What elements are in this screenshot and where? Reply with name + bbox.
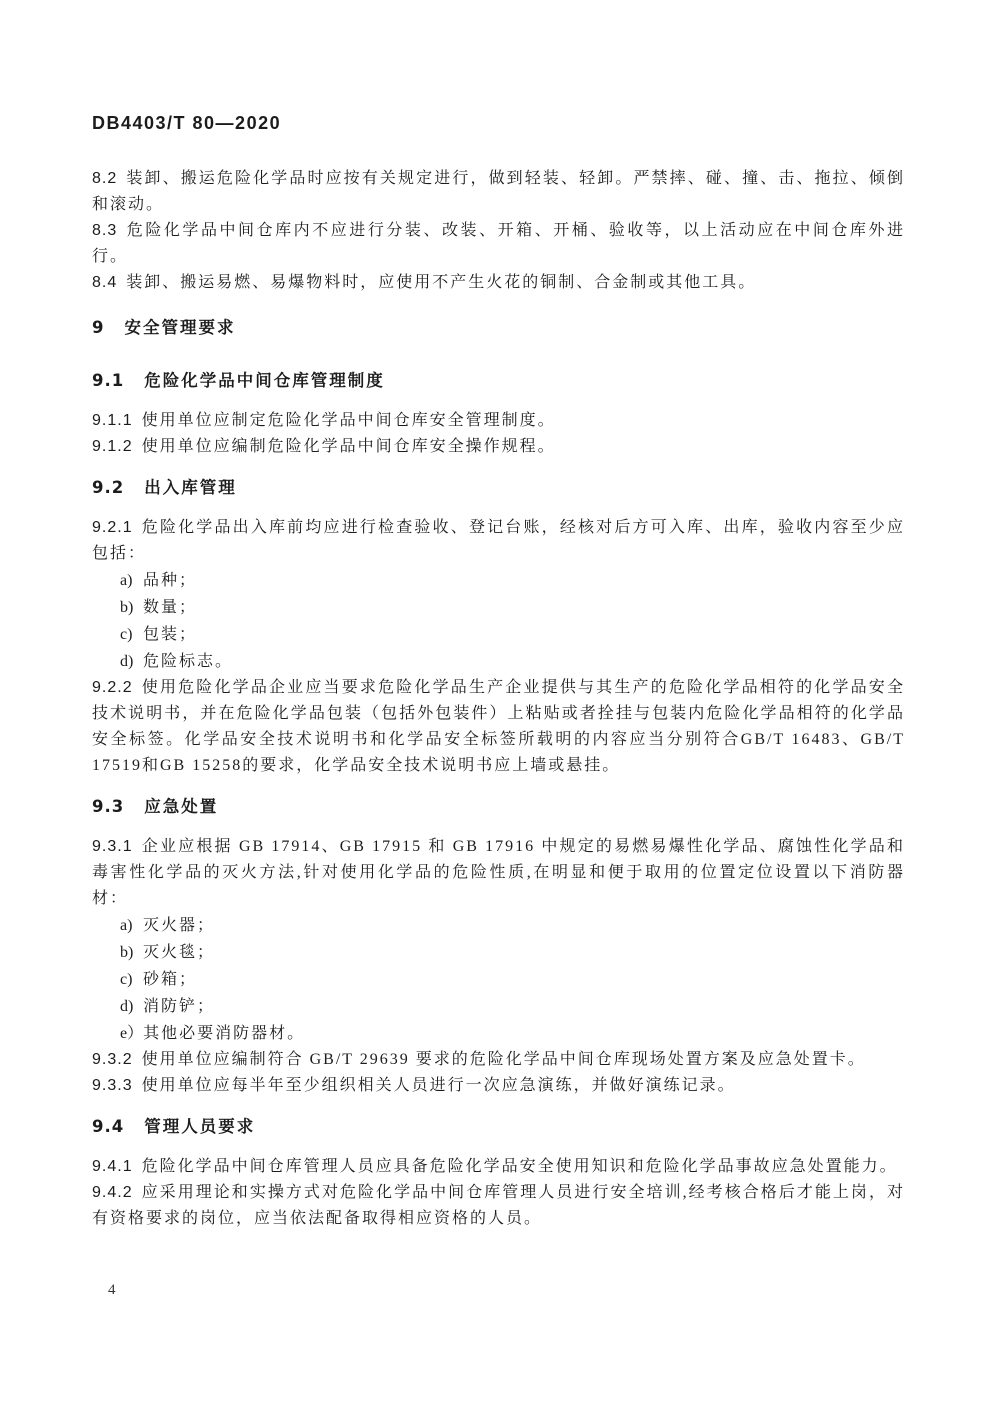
standard-number: DB4403/T 80—2020: [92, 113, 282, 133]
clause-9-4-2: [92, 1180, 905, 1232]
list-marker: b): [120, 599, 134, 616]
list-item-d: [92, 648, 905, 675]
list-marker: e）: [120, 1025, 144, 1042]
section-heading-9-4: [92, 1114, 905, 1140]
section-title: 危险化学品中间仓库管理制度: [144, 371, 385, 390]
clause-number: 9.1.2: [92, 438, 133, 455]
clause-text: 装卸、搬运易燃、易爆物料时，应使用不产生火花的铜制、合金制或其他工具。: [126, 274, 757, 291]
list-text: 包装；: [143, 626, 198, 643]
clause-number: 9.1.1: [92, 412, 133, 429]
clause-9-4-1: [92, 1154, 905, 1180]
list-item-a: [92, 912, 905, 939]
list-marker: c): [120, 626, 133, 643]
section-heading-9-2: [92, 475, 905, 501]
clause-number: 8.3: [92, 222, 118, 239]
clause-9-2-2: [92, 675, 905, 779]
list-text: 危险标志。: [143, 653, 234, 670]
clause-number: 9.2.2: [92, 679, 133, 696]
clause-9-3-3: [92, 1073, 905, 1099]
clause-number: 8.4: [92, 274, 118, 291]
clause-text: 危险化学品出入库前均应进行检查验收、登记台账，经核对后方可入库、出库，验收内容至少应包括：: [92, 519, 905, 562]
clause-9-1-1: [92, 408, 905, 434]
list-item-d: [92, 993, 905, 1020]
list-item-a: [92, 567, 905, 594]
list-item-c: [92, 966, 905, 993]
clause-number: 9.4.2: [92, 1184, 133, 1201]
clause-9-3-2: [92, 1047, 905, 1073]
clause-8-3: [92, 218, 905, 270]
clause-8-2: [92, 166, 905, 218]
list-text: 其他必要消防器材。: [143, 1025, 306, 1042]
list-item-b: [92, 594, 905, 621]
section-heading-9-3: [92, 794, 905, 820]
page-number: 4: [108, 1282, 116, 1298]
list-item-c: [92, 621, 905, 648]
section-heading-9-1: [92, 368, 905, 394]
list-text: 灭火器；: [143, 917, 216, 934]
clause-text: 危险化学品中间仓库内不应进行分装、改装、开箱、开桶、验收等，以上活动应在中间仓库外进行。: [92, 222, 905, 265]
list-marker: d): [120, 653, 134, 670]
clause-number: 8.2: [92, 170, 118, 187]
section-number: 9.2: [92, 478, 125, 497]
clause-text: 装卸、搬运危险化学品时应按有关规定进行，做到轻装、轻卸。严禁摔、碰、撞、击、拖拉、倾倒和滚动。: [92, 170, 905, 213]
list-text: 数量；: [143, 599, 198, 616]
clause-number: 9.3.2: [92, 1051, 133, 1068]
list-marker: d): [120, 998, 134, 1015]
clause-number: 9.4.1: [92, 1158, 133, 1175]
list-item-b: [92, 939, 905, 966]
list-item-e: [92, 1020, 905, 1047]
list-marker: a): [120, 572, 133, 589]
clause-9-2-1: [92, 515, 905, 567]
list-text: 灭火毯；: [143, 944, 216, 961]
clause-text: 使用单位应编制符合 GB/T 29639 要求的危险化学品中间仓库现场处置方案及应急处置卡。: [141, 1051, 866, 1068]
list-text: 品种；: [143, 572, 198, 589]
section-number: 9.4: [92, 1117, 125, 1136]
list-marker: b): [120, 944, 134, 961]
clause-text: 使用危险化学品企业应当要求危险化学品生产企业提供与其生产的危险化学品相符的化学品安全技术说明书，并在危险化学品包装（包括外包装件）上粘贴或者拴挂与包装内危险化学品相符的化学品安全标签。化学品安全技术说明书和化学品安全标签所载明的内容应当分别符合GB/T 16483、GB/T 17519和GB 15258的要求，化学品安全技术说明书应上墙或悬挂。: [92, 679, 905, 774]
clause-number: 9.3.1: [92, 838, 133, 855]
clause-text: 应采用理论和实操方式对危险化学品中间仓库管理人员进行安全培训,经考核合格后才能上岗，对有资格要求的岗位，应当依法配备取得相应资格的人员。: [92, 1184, 905, 1227]
clause-text: 企业应根据 GB 17914、GB 17915 和 GB 17916 中规定的易燃易爆性化学品、腐蚀性化学品和毒害性化学品的灭火方法,针对使用化学品的危险性质,在明显和便于取用的位置定位设置以下消防器材：: [92, 838, 905, 907]
list-marker: a): [120, 917, 133, 934]
clause-text: 使用单位应编制危险化学品中间仓库安全操作规程。: [141, 438, 556, 455]
list-text: 消防铲；: [143, 998, 216, 1015]
clause-text: 使用单位应制定危险化学品中间仓库安全管理制度。: [141, 412, 556, 429]
list-marker: c): [120, 971, 133, 988]
section-heading-9: [92, 315, 905, 341]
section-title: 管理人员要求: [144, 1117, 256, 1136]
section-number: 9: [92, 318, 105, 337]
clause-9-3-1: [92, 834, 905, 912]
section-title: 出入库管理: [144, 478, 237, 497]
clause-8-4: [92, 270, 905, 296]
section-title: 安全管理要求: [124, 318, 236, 337]
clause-number: 9.3.3: [92, 1077, 133, 1094]
document-body: [92, 166, 905, 1232]
clause-text: 使用单位应每半年至少组织相关人员进行一次应急演练，并做好演练记录。: [141, 1077, 736, 1094]
list-text: 砂箱；: [143, 971, 198, 988]
section-title: 应急处置: [144, 797, 219, 816]
page-header: [92, 112, 905, 134]
clause-number: 9.2.1: [92, 519, 133, 536]
clause-9-1-2: [92, 434, 905, 460]
section-number: 9.1: [92, 371, 125, 390]
section-number: 9.3: [92, 797, 125, 816]
clause-text: 危险化学品中间仓库管理人员应具备危险化学品安全使用知识和危险化学品事故应急处置能力。: [141, 1158, 898, 1175]
